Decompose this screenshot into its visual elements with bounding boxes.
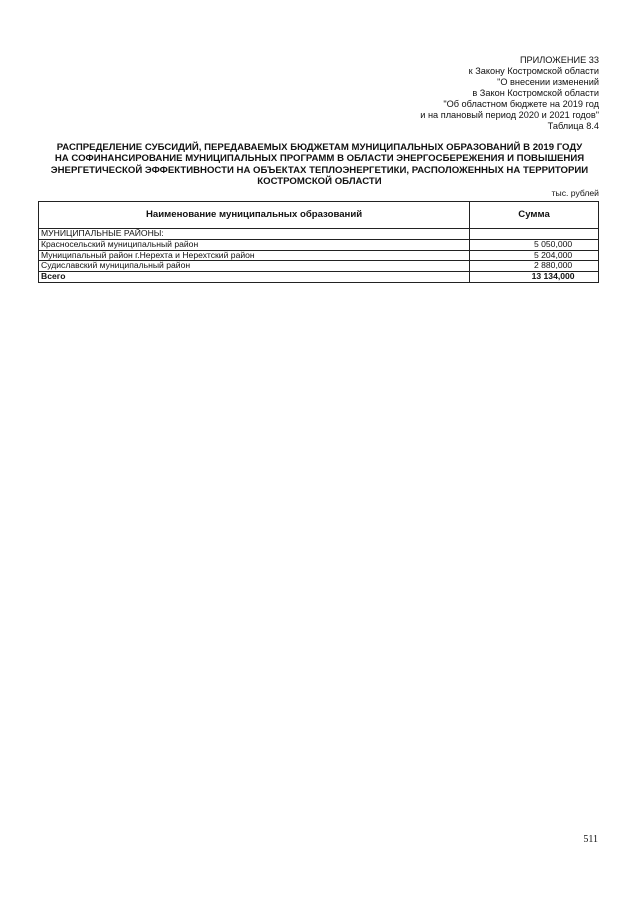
- row-sum: [470, 229, 599, 240]
- table-row: [39, 239, 599, 250]
- row-name: Муниципальный район г.Нерехта и Нерехтский район: [39, 250, 470, 261]
- column-header-name: Наименование муниципальных образований: [39, 202, 470, 229]
- total-label: Всего: [39, 272, 470, 283]
- appendix-header-line: к Закону Костромской области: [468, 66, 599, 76]
- table-header-row: [39, 202, 599, 229]
- total-row: [39, 272, 599, 283]
- subsidy-table: [38, 201, 599, 283]
- page-number: 511: [583, 834, 598, 845]
- units-label: тыс. рублей: [551, 188, 599, 198]
- document-title-line: НА СОФИНАНСИРОВАНИЕ МУНИЦИПАЛЬНЫХ ПРОГРАММ В ОБЛАСТИ ЭНЕРГОСБЕРЕЖЕНИЯ И ПОВЫШЕНИЯ: [54, 153, 585, 165]
- table-number: Таблица 8.4: [547, 121, 599, 131]
- column-header-sum: Сумма: [470, 202, 599, 229]
- document-title-line: ЭНЕРГЕТИЧЕСКОЙ ЭФФЕКТИВНОСТИ НА ОБЪЕКТАХ ТЕПЛОЭНЕРГЕТИКИ, РАСПОЛОЖЕННЫХ НА ТЕРРИТОРИИ: [50, 164, 589, 176]
- document-title-line: КОСТРОМСКОЙ ОБЛАСТИ: [257, 176, 382, 188]
- row-sum: 5 204,000: [470, 250, 599, 261]
- appendix-header-line: ПРИЛОЖЕНИЕ 33: [519, 55, 599, 65]
- appendix-header: [299, 55, 599, 132]
- table-row: [39, 250, 599, 261]
- document-title-line: РАСПРЕДЕЛЕНИЕ СУБСИДИЙ, ПЕРЕДАВАЕМЫХ БЮДЖЕТАМ МУНИЦИПАЛЬНЫХ ОБРАЗОВАНИЙ В 2019 ГОДУ: [56, 142, 583, 153]
- row-name: МУНИЦИПАЛЬНЫЕ РАЙОНЫ:: [39, 229, 470, 240]
- appendix-header-line: в Закон Костромской области: [472, 88, 599, 98]
- table-row: [39, 261, 599, 272]
- appendix-header-line: и на плановый период 2020 и 2021 годов": [420, 110, 599, 120]
- appendix-header-line: "Об областном бюджете на 2019 год: [443, 99, 599, 109]
- total-sum: 13 134,000: [470, 272, 599, 283]
- row-sum: 5 050,000: [470, 239, 599, 250]
- row-name: Судиславский муниципальный район: [39, 261, 470, 272]
- row-sum: 2 880,000: [470, 261, 599, 272]
- document-title: [40, 142, 599, 188]
- table-row: [39, 229, 599, 240]
- row-name: Красносельский муниципальный район: [39, 239, 470, 250]
- appendix-header-line: "О внесении изменений: [497, 77, 599, 87]
